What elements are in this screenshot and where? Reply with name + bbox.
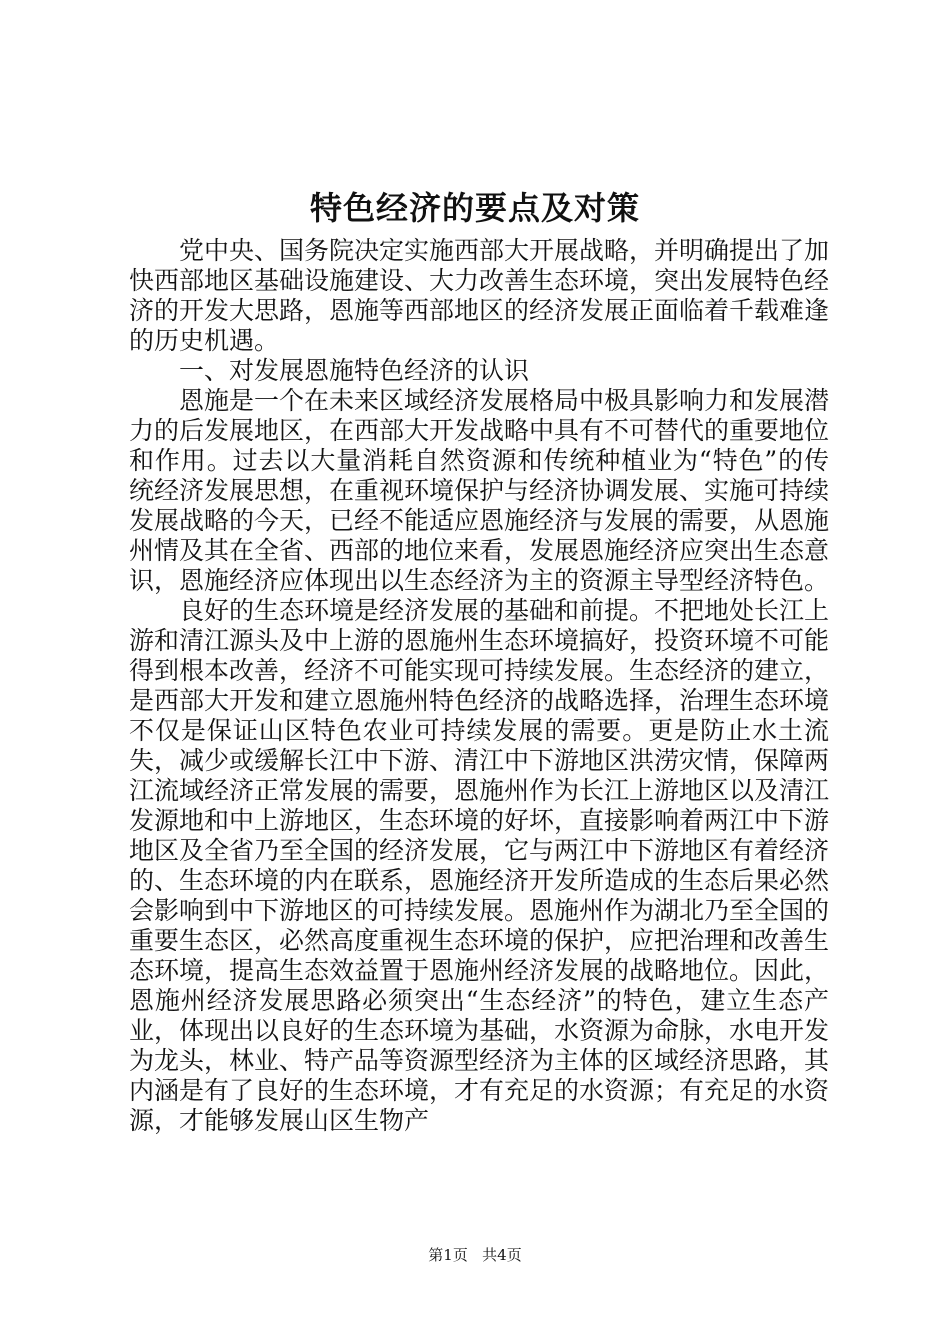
paragraph-ecology: 良好的生态环境是经济发展的基础和前提。不把地处长江上游和清江源头及中上游的恩施州生态环境搞好，投资环境不可能得到根本改善，经济不可能实现可持续发展。生态经济的建立，是西部大开发和建立恩施州特色经济的战略选择，治理生态环境不仅是保证山区特色农业可持续发展的需要。更是防止水土流失，减少或缓解长江中下游、清江中下游地区洪涝灾情，保障两江流域经济正常发展的需要，恩施州作为长江上游地区以及清江发源地和中上游地区，生态环境的好坏，直接影响着两江中下游地区及全省乃至全国的经济发展，它与两江中下游地区有着经济的、生态环境的内在联系，恩施经济开发所造成的生态后果必然会影响到中下游地区的可持续发展。恩施州作为湖北乃至全国的重要生态区，必然高度重视生态环境的保护，应把治理和改善生态环境，提高生态效益置于恩施州经济发展的战略地位。因此，恩施州经济发展思路必须突出“生态经济”的特色，建立生态产业，体现出以良好的生态环境为基础，水资源为命脉，水电开发为龙头，林业、特产品等资源型经济为主体的区域经济思路，其内涵是有了良好的生态环境，才有充足的水资源；有充足的水资源，才能够发展山区生物产	[129, 596, 830, 1135]
page-total: 共4页	[482, 1246, 522, 1264]
page-number: 第1页	[428, 1246, 468, 1264]
document-title: 特色经济的要点及对策	[309, 189, 640, 227]
document-body	[129, 236, 829, 1136]
section-heading: 一、对发展恩施特色经济的认识	[179, 356, 530, 385]
paragraph-recognition: 恩施是一个在未来区域经济发展格局中极具影响力和发展潜力的后发展地区，在西部大开发战略中具有不可替代的重要地位和作用。过去以大量消耗自然资源和传统种植业为“特色”的传统经济发展思想，在重视环境保护与经济协调发展、实施可持续发展战略的今天，已经不能适应恩施经济与发展的需要，从恩施州情及其在全省、西部的地位来看，发展恩施经济应突出生态意识，恩施经济应体现出以生态经济为主的资源主导型经济特色。	[129, 386, 830, 595]
page-separator	[473, 1246, 478, 1264]
paragraph-intro: 党中央、国务院决定实施西部大开展战略，并明确提出了加快西部地区基础设施建设、大力改善生态环境，突出发展特色经济的开发大思路，恩施等西部地区的经济发展正面临着千载难逢的历史机遇。	[129, 236, 830, 355]
page-footer	[0, 1244, 950, 1266]
